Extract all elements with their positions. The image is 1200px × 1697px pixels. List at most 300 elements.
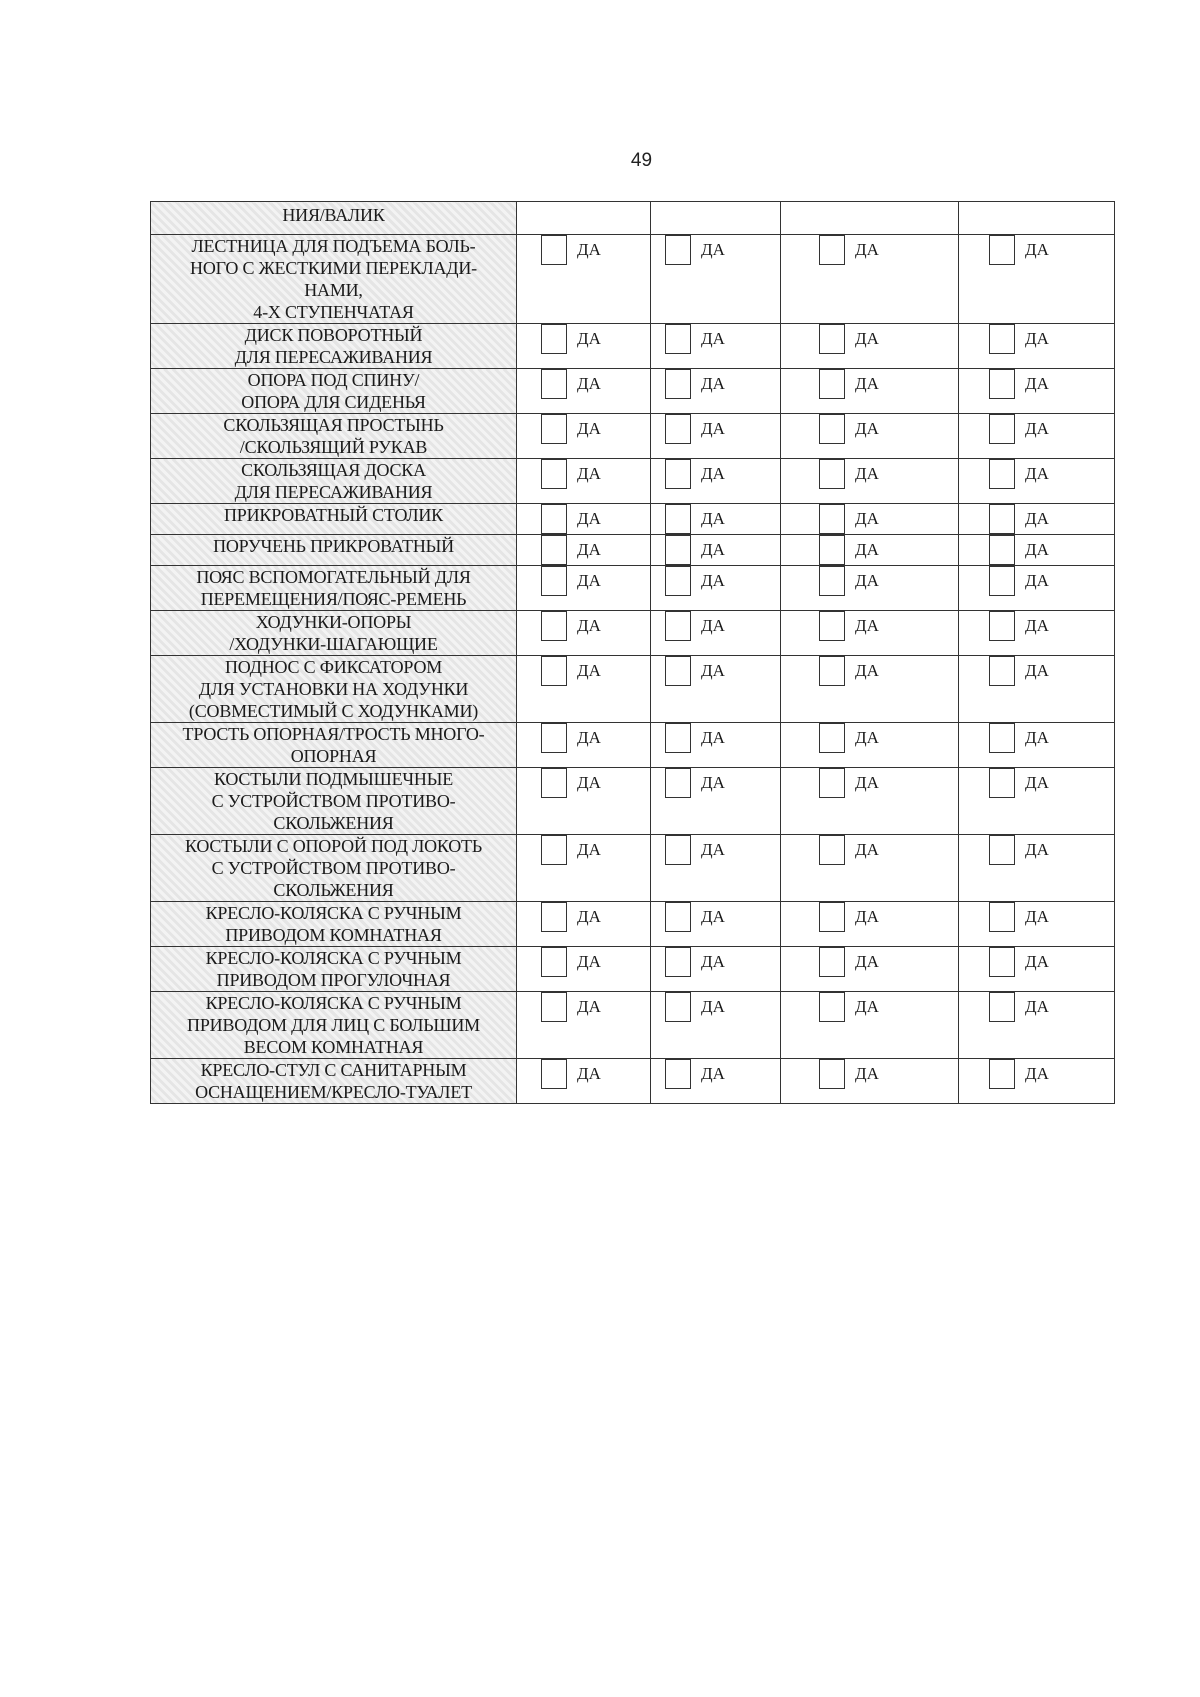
yes-option[interactable] xyxy=(959,566,1114,596)
option-cell-3 xyxy=(781,504,959,535)
yes-checkbox[interactable] xyxy=(819,835,845,865)
table-row xyxy=(151,656,1115,723)
option-cell-1 xyxy=(517,235,651,324)
yes-option[interactable] xyxy=(959,535,1114,565)
option-cell-3 xyxy=(781,324,959,369)
yes-checkbox[interactable] xyxy=(665,535,691,565)
yes-checkbox[interactable] xyxy=(819,947,845,977)
option-cell-2 xyxy=(651,324,781,369)
yes-option[interactable] xyxy=(651,324,780,354)
item-name-line: СКОЛЬЗЯЩАЯ ДОСКА xyxy=(241,460,426,480)
option-cell-2 xyxy=(651,656,781,723)
yes-option[interactable] xyxy=(651,947,780,977)
yes-label: ДА xyxy=(855,907,879,926)
yes-checkbox[interactable] xyxy=(665,566,691,596)
option-cell-1 xyxy=(517,947,651,992)
yes-checkbox[interactable] xyxy=(819,535,845,565)
table-row xyxy=(151,324,1115,369)
option-cell-1 xyxy=(517,414,651,459)
yes-checkbox[interactable] xyxy=(541,992,567,1022)
option-cell-3 xyxy=(781,369,959,414)
yes-checkbox[interactable] xyxy=(665,504,691,534)
item-name-line: ДЛЯ ПЕРЕСАЖИВАНИЯ xyxy=(234,482,433,502)
option-cell-3 xyxy=(781,723,959,768)
yes-option[interactable] xyxy=(781,235,958,265)
option-cell-1 xyxy=(517,723,651,768)
table-row xyxy=(151,992,1115,1059)
option-cell-3 xyxy=(781,835,959,902)
yes-checkbox[interactable] xyxy=(665,369,691,399)
item-name-line: ПРИВОДОМ ДЛЯ ЛИЦ С БОЛЬШИМ xyxy=(187,1015,480,1035)
yes-label: ДА xyxy=(701,728,725,747)
yes-checkbox[interactable] xyxy=(819,611,845,641)
option-cell-3 xyxy=(781,566,959,611)
yes-checkbox[interactable] xyxy=(665,459,691,489)
table-row xyxy=(151,723,1115,768)
option-cell-4 xyxy=(959,723,1115,768)
table-row xyxy=(151,835,1115,902)
option-cell-1 xyxy=(517,768,651,835)
yes-checkbox[interactable] xyxy=(819,414,845,444)
item-name-line: КРЕСЛО-КОЛЯСКА С РУЧНЫМ xyxy=(205,903,462,923)
item-name-cell xyxy=(151,504,517,535)
yes-option[interactable] xyxy=(651,504,780,534)
yes-option[interactable] xyxy=(651,902,780,932)
yes-option[interactable] xyxy=(959,992,1114,1022)
yes-option[interactable] xyxy=(781,324,958,354)
yes-checkbox[interactable] xyxy=(541,656,567,686)
yes-option[interactable] xyxy=(959,235,1114,265)
yes-label: ДА xyxy=(855,840,879,859)
yes-checkbox[interactable] xyxy=(989,656,1015,686)
item-name-cell xyxy=(151,947,517,992)
yes-option[interactable] xyxy=(651,459,780,489)
item-name-line: КРЕСЛО-СТУЛ С САНИТАРНЫМ xyxy=(200,1060,467,1080)
yes-option[interactable] xyxy=(517,369,650,399)
yes-option[interactable] xyxy=(959,723,1114,753)
yes-checkbox[interactable] xyxy=(819,504,845,534)
yes-option[interactable] xyxy=(959,414,1114,444)
yes-checkbox[interactable] xyxy=(665,992,691,1022)
yes-checkbox[interactable] xyxy=(989,504,1015,534)
yes-checkbox[interactable] xyxy=(819,566,845,596)
yes-option[interactable] xyxy=(651,723,780,753)
yes-checkbox[interactable] xyxy=(541,1059,567,1089)
yes-checkbox[interactable] xyxy=(665,611,691,641)
yes-checkbox[interactable] xyxy=(989,535,1015,565)
item-name-line: ХОДУНКИ-ОПОРЫ xyxy=(255,612,412,632)
yes-checkbox[interactable] xyxy=(819,902,845,932)
option-cell-4 xyxy=(959,656,1115,723)
yes-option[interactable] xyxy=(781,835,958,865)
yes-label: ДА xyxy=(855,540,879,559)
yes-label: ДА xyxy=(1025,464,1049,483)
yes-label: ДА xyxy=(855,240,879,259)
item-name-cell xyxy=(151,235,517,324)
option-cell-1 xyxy=(517,504,651,535)
item-name-line: ПРИВОДОМ КОМНАТНАЯ xyxy=(225,925,442,945)
yes-checkbox[interactable] xyxy=(541,504,567,534)
yes-label: ДА xyxy=(701,952,725,971)
yes-option[interactable] xyxy=(959,324,1114,354)
table-row xyxy=(151,1059,1115,1104)
yes-label: ДА xyxy=(701,907,725,926)
yes-option[interactable] xyxy=(959,1059,1114,1089)
yes-label: ДА xyxy=(1025,661,1049,680)
option-cell-4 xyxy=(959,566,1115,611)
yes-option[interactable] xyxy=(651,369,780,399)
yes-option[interactable] xyxy=(959,835,1114,865)
yes-option[interactable] xyxy=(959,611,1114,641)
table-row xyxy=(151,611,1115,656)
item-name-cell xyxy=(151,835,517,902)
yes-label: ДА xyxy=(577,464,601,483)
yes-option[interactable] xyxy=(781,611,958,641)
yes-option[interactable] xyxy=(517,768,650,798)
yes-checkbox[interactable] xyxy=(989,324,1015,354)
option-cell-3 xyxy=(781,611,959,656)
yes-checkbox[interactable] xyxy=(819,768,845,798)
item-name-line: КРЕСЛО-КОЛЯСКА С РУЧНЫМ xyxy=(205,993,462,1013)
yes-checkbox[interactable] xyxy=(541,768,567,798)
table-body xyxy=(151,202,1115,1104)
yes-checkbox[interactable] xyxy=(989,835,1015,865)
yes-checkbox[interactable] xyxy=(541,324,567,354)
yes-checkbox[interactable] xyxy=(989,369,1015,399)
option-cell-4 xyxy=(959,202,1115,235)
yes-checkbox[interactable] xyxy=(989,414,1015,444)
option-cell-2 xyxy=(651,369,781,414)
option-cell-3 xyxy=(781,235,959,324)
yes-option[interactable] xyxy=(781,1059,958,1089)
item-name-line: НАМИ, xyxy=(304,280,363,300)
yes-label: ДА xyxy=(701,540,725,559)
yes-option[interactable] xyxy=(781,504,958,534)
yes-option[interactable] xyxy=(651,1059,780,1089)
yes-option[interactable] xyxy=(651,535,780,565)
table-row xyxy=(151,947,1115,992)
yes-checkbox[interactable] xyxy=(989,235,1015,265)
yes-label: ДА xyxy=(1025,616,1049,635)
yes-option[interactable] xyxy=(651,835,780,865)
yes-checkbox[interactable] xyxy=(541,835,567,865)
item-name-line: С УСТРОЙСТВОМ ПРОТИВО- xyxy=(211,858,456,878)
yes-label: ДА xyxy=(577,571,601,590)
yes-label: ДА xyxy=(855,616,879,635)
yes-option[interactable] xyxy=(781,768,958,798)
yes-option[interactable] xyxy=(959,902,1114,932)
yes-label: ДА xyxy=(855,997,879,1016)
item-name-line: ПРИВОДОМ ПРОГУЛОЧНАЯ xyxy=(216,970,451,990)
item-name-line: ПОРУЧЕНЬ ПРИКРОВАТНЫЙ xyxy=(213,536,454,556)
yes-checkbox[interactable] xyxy=(541,459,567,489)
item-name-line: ОСНАЩЕНИЕМ/КРЕСЛО-ТУАЛЕТ xyxy=(195,1082,472,1102)
yes-option[interactable] xyxy=(517,835,650,865)
yes-option[interactable] xyxy=(517,611,650,641)
yes-label: ДА xyxy=(855,509,879,528)
option-cell-4 xyxy=(959,611,1115,656)
yes-option[interactable] xyxy=(517,324,650,354)
item-name-line: СКОЛЬЖЕНИЯ xyxy=(273,880,394,900)
yes-checkbox[interactable] xyxy=(989,611,1015,641)
table-row xyxy=(151,504,1115,535)
item-name-line: ДЛЯ УСТАНОВКИ НА ХОДУНКИ xyxy=(198,679,469,699)
item-name-line: СКОЛЬЗЯЩАЯ ПРОСТЫНЬ xyxy=(223,415,444,435)
yes-option[interactable] xyxy=(959,656,1114,686)
yes-label: ДА xyxy=(577,419,601,438)
item-name-line: КОСТЫЛИ С ОПОРОЙ ПОД ЛОКОТЬ xyxy=(185,836,482,856)
yes-checkbox[interactable] xyxy=(541,535,567,565)
yes-checkbox[interactable] xyxy=(819,459,845,489)
yes-checkbox[interactable] xyxy=(665,1059,691,1089)
table-row xyxy=(151,535,1115,566)
option-cell-1 xyxy=(517,1059,651,1104)
yes-label: ДА xyxy=(701,773,725,792)
yes-option[interactable] xyxy=(651,992,780,1022)
yes-option[interactable] xyxy=(517,504,650,534)
table-row xyxy=(151,768,1115,835)
item-name-line: КОСТЫЛИ ПОДМЫШЕЧНЫЕ xyxy=(213,769,453,789)
item-name-line: ОПОРНАЯ xyxy=(290,746,377,766)
yes-checkbox[interactable] xyxy=(989,1059,1015,1089)
yes-checkbox[interactable] xyxy=(819,656,845,686)
yes-option[interactable] xyxy=(781,656,958,686)
yes-option[interactable] xyxy=(517,459,650,489)
option-cell-4 xyxy=(959,235,1115,324)
yes-label: ДА xyxy=(577,952,601,971)
yes-label: ДА xyxy=(577,1064,601,1083)
yes-option[interactable] xyxy=(517,1059,650,1089)
yes-label: ДА xyxy=(855,374,879,393)
item-name-line: ОПОРА ПОД СПИНУ/ xyxy=(247,370,420,390)
yes-label: ДА xyxy=(855,773,879,792)
option-cell-4 xyxy=(959,902,1115,947)
item-name-cell xyxy=(151,202,517,235)
item-name-line: КРЕСЛО-КОЛЯСКА С РУЧНЫМ xyxy=(205,948,462,968)
yes-option[interactable] xyxy=(781,414,958,444)
yes-checkbox[interactable] xyxy=(819,723,845,753)
yes-option[interactable] xyxy=(959,459,1114,489)
yes-checkbox[interactable] xyxy=(665,723,691,753)
yes-option[interactable] xyxy=(517,656,650,686)
yes-checkbox[interactable] xyxy=(541,414,567,444)
yes-checkbox[interactable] xyxy=(989,768,1015,798)
yes-checkbox[interactable] xyxy=(989,947,1015,977)
yes-label: ДА xyxy=(701,464,725,483)
item-name-cell xyxy=(151,656,517,723)
option-cell-4 xyxy=(959,947,1115,992)
item-name-line: ПЕРЕМЕЩЕНИЯ/ПОЯС-РЕМЕНЬ xyxy=(200,589,467,609)
yes-option[interactable] xyxy=(959,768,1114,798)
yes-checkbox[interactable] xyxy=(819,992,845,1022)
yes-checkbox[interactable] xyxy=(989,459,1015,489)
option-cell-3 xyxy=(781,414,959,459)
item-name-line: ДЛЯ ПЕРЕСАЖИВАНИЯ xyxy=(234,347,433,367)
yes-checkbox[interactable] xyxy=(541,566,567,596)
option-cell-3 xyxy=(781,656,959,723)
yes-checkbox[interactable] xyxy=(541,235,567,265)
yes-label: ДА xyxy=(577,840,601,859)
yes-label: ДА xyxy=(1025,329,1049,348)
yes-label: ДА xyxy=(701,419,725,438)
yes-option[interactable] xyxy=(517,535,650,565)
item-name-line: ТРОСТЬ ОПОРНАЯ/ТРОСТЬ МНОГО- xyxy=(182,724,485,744)
yes-option[interactable] xyxy=(959,504,1114,534)
yes-option[interactable] xyxy=(517,902,650,932)
yes-label: ДА xyxy=(577,240,601,259)
yes-option[interactable] xyxy=(651,656,780,686)
item-name-line: (СОВМЕСТИМЫЙ С ХОДУНКАМИ) xyxy=(188,701,479,721)
yes-option[interactable] xyxy=(517,414,650,444)
table-row xyxy=(151,902,1115,947)
yes-label: ДА xyxy=(1025,540,1049,559)
yes-checkbox[interactable] xyxy=(819,369,845,399)
option-cell-4 xyxy=(959,369,1115,414)
yes-label: ДА xyxy=(577,773,601,792)
equipment-table xyxy=(150,201,1115,1104)
option-cell-1 xyxy=(517,992,651,1059)
yes-label: ДА xyxy=(1025,907,1049,926)
item-name-line: СКОЛЬЖЕНИЯ xyxy=(273,813,394,833)
yes-option[interactable] xyxy=(651,566,780,596)
item-name-line: ВЕСОМ КОМНАТНАЯ xyxy=(243,1037,424,1057)
yes-checkbox[interactable] xyxy=(819,235,845,265)
option-cell-2 xyxy=(651,504,781,535)
yes-label: ДА xyxy=(577,509,601,528)
table-row xyxy=(151,369,1115,414)
yes-checkbox[interactable] xyxy=(989,723,1015,753)
yes-label: ДА xyxy=(701,616,725,635)
yes-option[interactable] xyxy=(651,611,780,641)
yes-option[interactable] xyxy=(781,723,958,753)
yes-option[interactable] xyxy=(781,369,958,399)
yes-checkbox[interactable] xyxy=(819,1059,845,1089)
option-cell-4 xyxy=(959,414,1115,459)
yes-option[interactable] xyxy=(781,947,958,977)
yes-option[interactable] xyxy=(781,566,958,596)
yes-label: ДА xyxy=(855,571,879,590)
yes-checkbox[interactable] xyxy=(665,414,691,444)
option-cell-3 xyxy=(781,1059,959,1104)
yes-checkbox[interactable] xyxy=(541,902,567,932)
yes-label: ДА xyxy=(1025,773,1049,792)
yes-label: ДА xyxy=(577,728,601,747)
yes-option[interactable] xyxy=(959,947,1114,977)
item-name-line: /СКОЛЬЗЯЩИЙ РУКАВ xyxy=(239,437,428,457)
yes-label: ДА xyxy=(701,997,725,1016)
yes-label: ДА xyxy=(701,509,725,528)
option-cell-2 xyxy=(651,835,781,902)
table-row xyxy=(151,235,1115,324)
option-cell-3 xyxy=(781,768,959,835)
option-cell-2 xyxy=(651,992,781,1059)
option-cell-3 xyxy=(781,902,959,947)
option-cell-2 xyxy=(651,566,781,611)
yes-checkbox[interactable] xyxy=(541,611,567,641)
yes-checkbox[interactable] xyxy=(665,324,691,354)
yes-checkbox[interactable] xyxy=(665,768,691,798)
option-cell-2 xyxy=(651,902,781,947)
yes-option[interactable] xyxy=(517,947,650,977)
yes-label: ДА xyxy=(577,329,601,348)
yes-option[interactable] xyxy=(517,723,650,753)
page-number: 49 xyxy=(630,150,653,171)
yes-option[interactable] xyxy=(651,414,780,444)
yes-label: ДА xyxy=(1025,997,1049,1016)
yes-label: ДА xyxy=(1025,240,1049,259)
yes-option[interactable] xyxy=(959,369,1114,399)
yes-label: ДА xyxy=(1025,728,1049,747)
item-name-line: С УСТРОЙСТВОМ ПРОТИВО- xyxy=(211,791,456,811)
yes-option[interactable] xyxy=(781,459,958,489)
yes-checkbox[interactable] xyxy=(665,902,691,932)
item-name-line: НОГО С ЖЕСТКИМИ ПЕРЕКЛАДИ- xyxy=(190,258,477,278)
item-name-cell xyxy=(151,459,517,504)
option-cell-2 xyxy=(651,535,781,566)
yes-checkbox[interactable] xyxy=(989,566,1015,596)
yes-checkbox[interactable] xyxy=(541,369,567,399)
option-cell-4 xyxy=(959,768,1115,835)
yes-label: ДА xyxy=(1025,952,1049,971)
yes-label: ДА xyxy=(855,419,879,438)
yes-checkbox[interactable] xyxy=(819,324,845,354)
yes-label: ДА xyxy=(701,240,725,259)
yes-option[interactable] xyxy=(651,235,780,265)
item-name-cell xyxy=(151,566,517,611)
yes-label: ДА xyxy=(855,1064,879,1083)
option-cell-2 xyxy=(651,947,781,992)
yes-label: ДА xyxy=(855,661,879,680)
yes-checkbox[interactable] xyxy=(541,947,567,977)
option-cell-2 xyxy=(651,611,781,656)
yes-label: ДА xyxy=(577,907,601,926)
option-cell-3 xyxy=(781,947,959,992)
option-cell-1 xyxy=(517,535,651,566)
yes-checkbox[interactable] xyxy=(665,947,691,977)
option-cell-1 xyxy=(517,324,651,369)
item-name-cell xyxy=(151,902,517,947)
yes-label: ДА xyxy=(855,329,879,348)
yes-label: ДА xyxy=(701,661,725,680)
yes-checkbox[interactable] xyxy=(989,992,1015,1022)
item-name-line: НИЯ/ВАЛИК xyxy=(282,205,385,225)
table-row xyxy=(151,202,1115,235)
yes-checkbox[interactable] xyxy=(665,835,691,865)
yes-checkbox[interactable] xyxy=(665,656,691,686)
yes-checkbox[interactable] xyxy=(665,235,691,265)
option-cell-1 xyxy=(517,835,651,902)
yes-label: ДА xyxy=(855,952,879,971)
table-row xyxy=(151,566,1115,611)
yes-option[interactable] xyxy=(517,235,650,265)
item-name-cell xyxy=(151,723,517,768)
yes-checkbox[interactable] xyxy=(541,723,567,753)
yes-label: ДА xyxy=(1025,419,1049,438)
yes-option[interactable] xyxy=(651,768,780,798)
table-row xyxy=(151,459,1115,504)
yes-option[interactable] xyxy=(781,902,958,932)
item-name-cell xyxy=(151,414,517,459)
option-cell-4 xyxy=(959,992,1115,1059)
yes-option[interactable] xyxy=(781,992,958,1022)
yes-label: ДА xyxy=(577,540,601,559)
yes-checkbox[interactable] xyxy=(989,902,1015,932)
yes-option[interactable] xyxy=(517,992,650,1022)
yes-label: ДА xyxy=(701,1064,725,1083)
yes-option[interactable] xyxy=(517,566,650,596)
yes-option[interactable] xyxy=(781,535,958,565)
yes-label: ДА xyxy=(701,571,725,590)
